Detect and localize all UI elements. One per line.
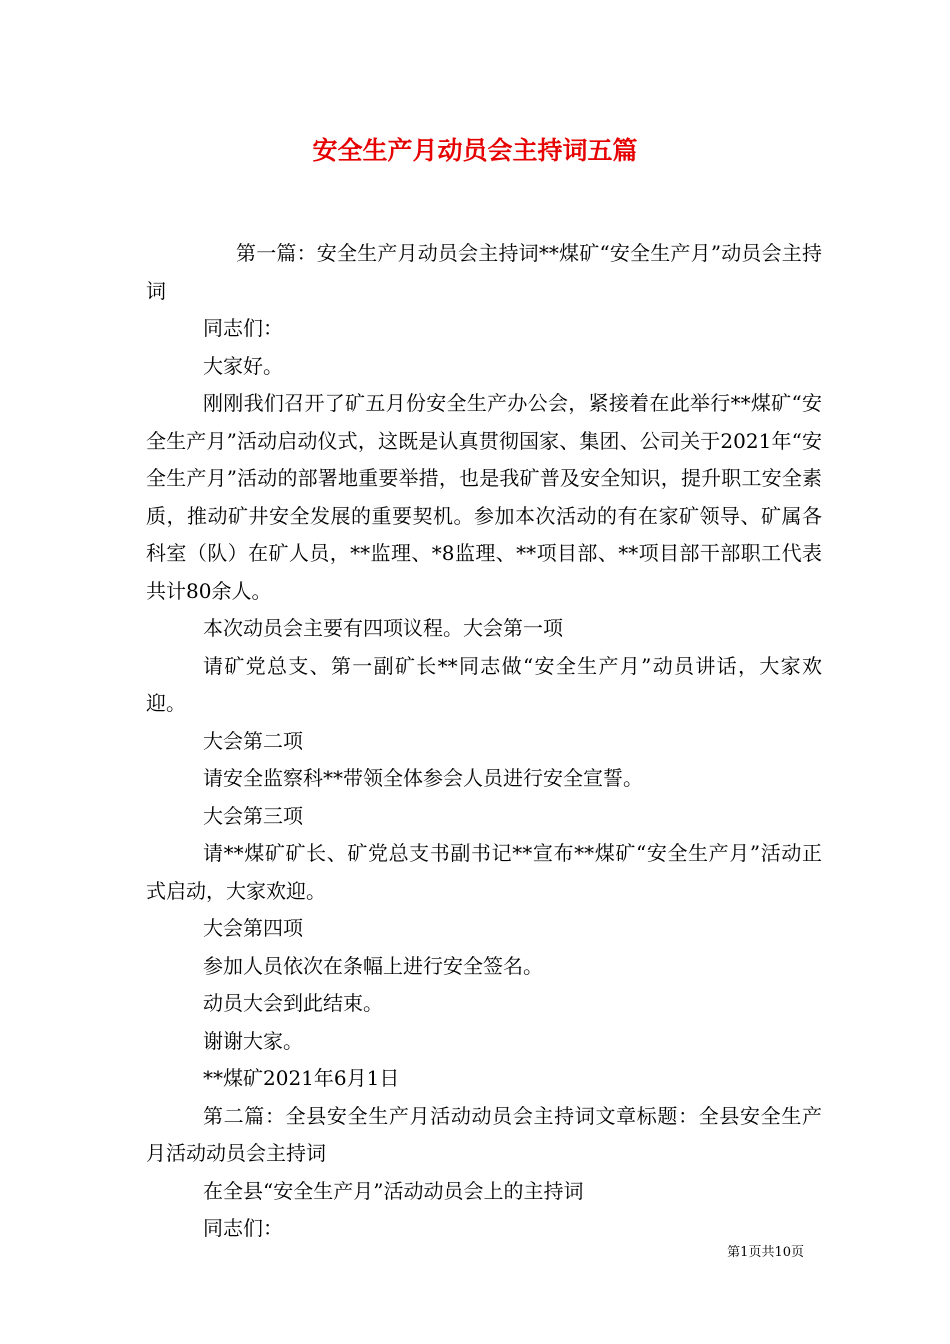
paragraph: 动员大会到此结束。	[203, 991, 383, 1015]
paragraph: 在全县“安全生产月”活动动员会上的主持词	[203, 1178, 584, 1203]
paragraph: 参加人员依次在条幅上进行安全签名。	[203, 953, 543, 978]
paragraph: 谢谢大家。	[203, 1028, 303, 1053]
paragraph: 请矿党总支、第一副矿长**同志做“安全生产月”动员讲话，大家欢迎。	[146, 653, 822, 715]
paragraph: **煤矿2021年6月1日	[203, 1066, 400, 1090]
paragraph: 第一篇：安全生产月动员会主持词**煤矿“安全生产月”动员会主持词	[146, 241, 822, 303]
document-body	[146, 235, 822, 1248]
page-number-footer: 第1页共10页	[727, 1245, 804, 1260]
paragraph: 第二篇：全县安全生产月活动动员会主持词文章标题：全县安全生产月活动动员会主持词	[146, 1103, 822, 1165]
paragraph: 同志们：	[203, 1216, 283, 1240]
paragraph: 大家好。	[203, 353, 283, 378]
paragraph: 本次动员会主要有四项议程。大会第一项	[203, 616, 563, 640]
paragraph: 大会第二项	[203, 728, 303, 753]
paragraph: 大会第三项	[203, 803, 303, 828]
paragraph: 刚刚我们召开了矿五月份安全生产办公会，紧接着在此举行**煤矿“安全生产月”活动启动仪式，这既是认真贯彻国家、集团、公司关于2021年“安全生产月”活动的部署地重要举措，也是我矿普及安全知识，提升职工安全素质，推动矿井安全发展的重要契机。参加本次活动的有在家矿领导、矿属各科室（队）在矿人员，**监理、*8监理、**项目部、**项目部干部职工代表共计80余人。	[146, 391, 822, 603]
paragraph: 同志们：	[203, 316, 283, 340]
paragraph: 请安全监察科**带领全体参会人员进行安全宣誓。	[203, 766, 643, 790]
paragraph: 大会第四项	[203, 916, 303, 940]
document-title: 安全生产月动员会主持词五篇	[312, 136, 638, 165]
paragraph: 请**煤矿矿长、矿党总支书副书记**宣布**煤矿“安全生产月”活动正式启动，大家欢迎。	[146, 841, 822, 903]
